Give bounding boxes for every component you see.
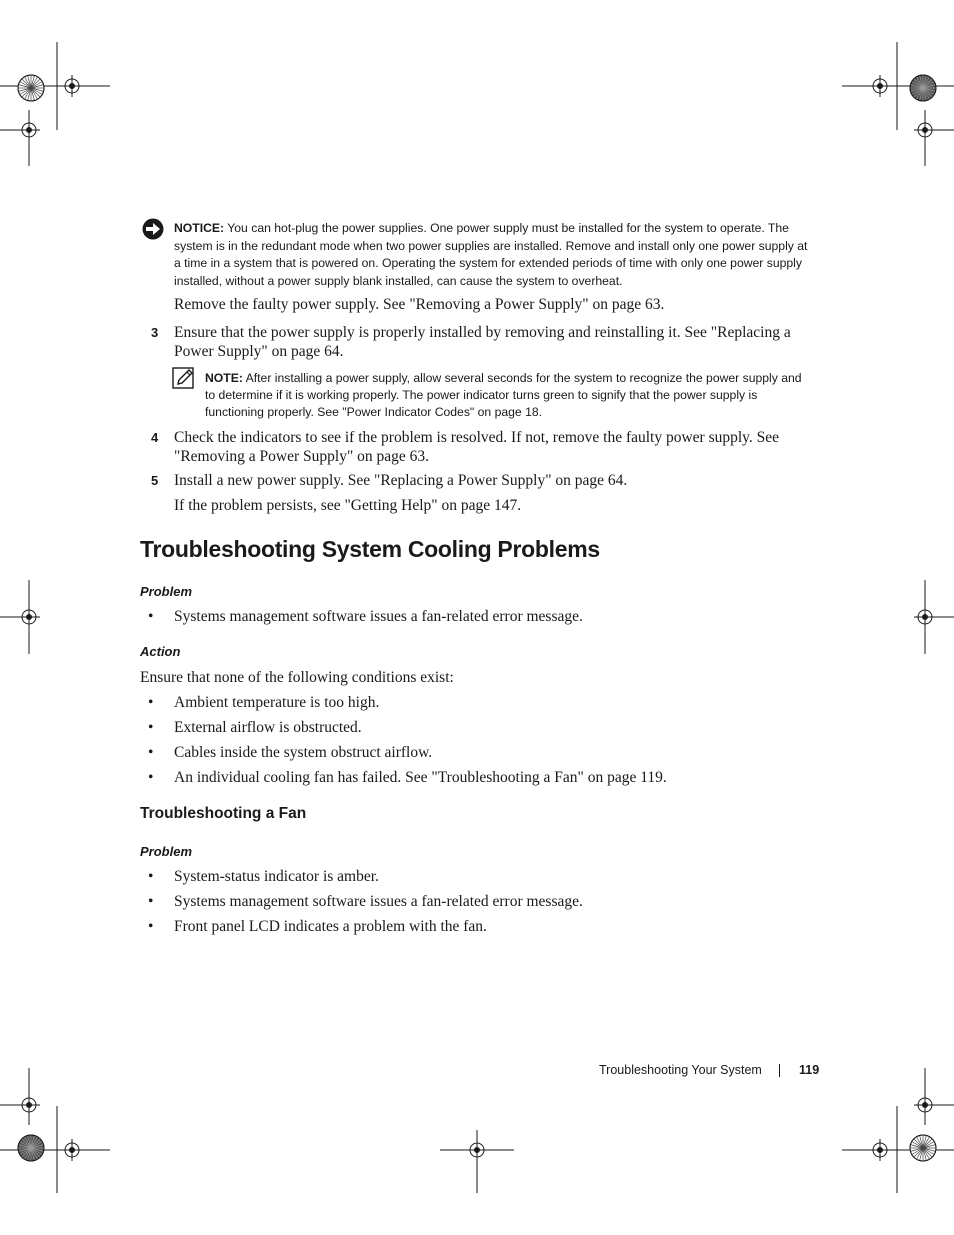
footer-chapter: Troubleshooting Your System: [599, 1063, 762, 1077]
action-intro: Ensure that none of the following conditions exist:: [140, 669, 454, 686]
action-label: Action: [140, 644, 181, 659]
notice-icon: [141, 218, 167, 240]
remove-instruction: Remove the faulty power supply. See "Removing a Power Supply" on page 63.: [174, 296, 665, 313]
notice-label: NOTICE:: [174, 221, 225, 235]
bullet-icon: •: [148, 694, 154, 711]
list-item-text: System-status indicator is amber.: [174, 868, 379, 885]
bullet-icon: •: [148, 744, 154, 761]
list-item-text: Cables inside the system obstruct airflow.: [174, 744, 433, 761]
list-item: [148, 693, 667, 718]
bullet-icon: •: [148, 719, 154, 736]
note-block: [205, 370, 815, 421]
fan-problem-list: [148, 867, 583, 942]
list-item: [148, 892, 583, 917]
persist-instruction: If the problem persists, see "Getting Help" on page 147.: [174, 497, 522, 514]
bullet-icon: •: [148, 608, 154, 625]
page-number: 119: [799, 1063, 820, 1077]
list-item: [148, 867, 583, 892]
problem-list: [148, 607, 583, 632]
bullet-icon: •: [148, 893, 154, 910]
list-item: [148, 917, 583, 942]
step-text: Install a new power supply. See "Replacing a Power Supply" on page 64.: [174, 472, 628, 489]
note-pencil-icon: [172, 366, 196, 390]
note-label: NOTE:: [205, 371, 243, 385]
list-item: [148, 718, 667, 743]
section-title: Troubleshooting System Cooling Problems: [140, 536, 600, 562]
list-item-text: An individual cooling fan has failed. See "Troubleshooting a Fan" on page 119.: [174, 769, 667, 786]
bullet-icon: •: [148, 769, 154, 786]
step-text: Check the indicators to see if the problem is resolved. If not, remove the faulty power supply. See "Removing a Power Supply" on page 63.: [174, 429, 780, 465]
list-item-text: Front panel LCD indicates a problem with the fan.: [174, 918, 487, 935]
list-item-text: External airflow is obstructed.: [174, 719, 362, 736]
notice-block: [174, 220, 814, 290]
list-item-text: Systems management software issues a fan-related error message.: [174, 893, 583, 910]
bullet-icon: •: [148, 868, 154, 885]
list-item-text: Systems management software issues a fan-related error message.: [174, 608, 583, 625]
step-number: 4: [151, 430, 159, 445]
note-text: After installing a power supply, allow several seconds for the system to recognize the power supply and to determine if it is working properly. The power indicator turns green to signify that the power supply is functioning properly. See "Power Indicator Codes" on page 18.: [205, 371, 802, 419]
bullet-icon: •: [148, 918, 154, 935]
footer-divider: [779, 1064, 780, 1077]
notice-text: You can hot-plug the power supplies. One power supply must be installed for the system to operate. The system is in the redundant mode when two power supplies are installed. Remove and install only one power supply at a time in a system that is powered on. Operating the system for extended periods of time with only one power supply installed, without a power supply blank installed, can cause the system to overheat.: [174, 221, 808, 288]
problem-label: Problem: [140, 844, 193, 859]
subsection-title: Troubleshooting a Fan: [140, 805, 307, 822]
list-item: [148, 607, 583, 632]
step-text: Ensure that the power supply is properly installed by removing and reinstalling it. See "Replacing a Power Supply" on page 64.: [174, 324, 791, 360]
list-item: [148, 768, 667, 793]
list-item-text: Ambient temperature is too high.: [174, 694, 380, 711]
list-item: [148, 743, 667, 768]
action-list: [148, 693, 667, 793]
problem-label: Problem: [140, 584, 193, 599]
step-number: 5: [151, 473, 159, 488]
step-number: 3: [151, 325, 159, 340]
